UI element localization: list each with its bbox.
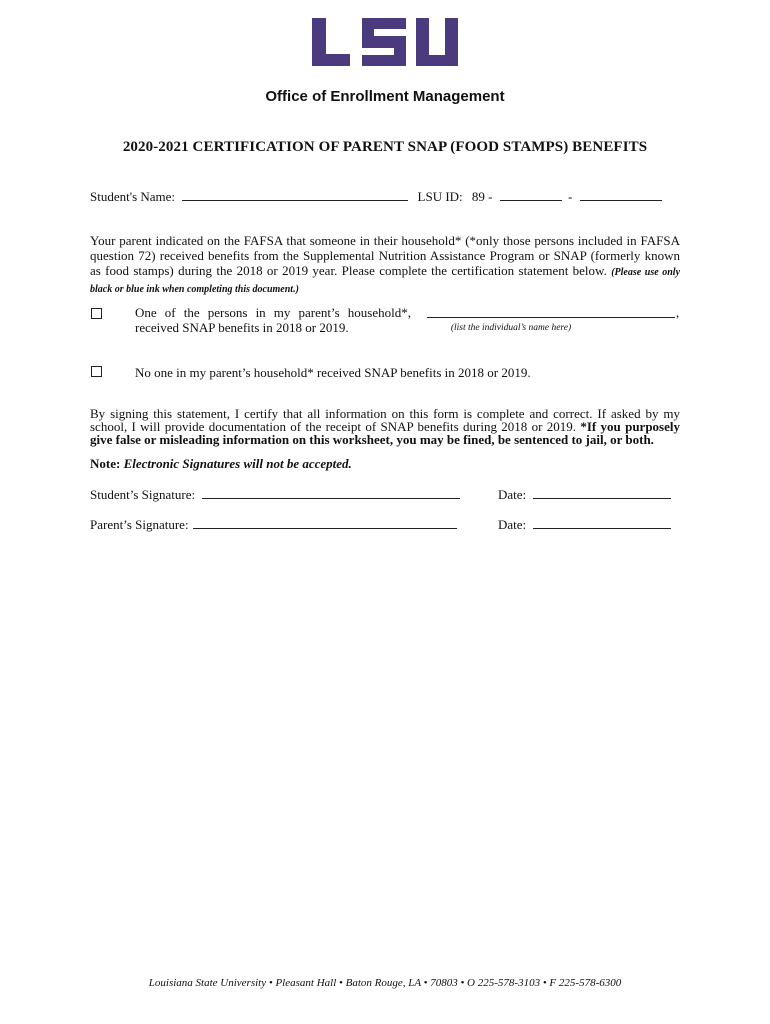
- intro-text: Your parent indicated on the FAFSA that someone in their household* (*only those persons included in FAFSA question 72) received benefits from the Supplemental Nutrition Assistance Program or SNAP (formerly known as food stamps) during the 2018 or 2019 year. Please complete the certification statement below.: [90, 233, 680, 278]
- note-label: Note:: [90, 456, 121, 471]
- option-one-line2: received SNAP benefits in 2018 or 2019.: [135, 320, 349, 335]
- student-signature-row: [90, 486, 460, 503]
- lsu-id-dash: -: [568, 189, 573, 204]
- lsu-id-field-part1[interactable]: [500, 188, 562, 201]
- name-field-hint: (list the individual’s name here): [450, 323, 572, 333]
- lsu-id-label: LSU ID:: [417, 189, 463, 204]
- parent-signature-label: Parent’s Signature:: [90, 517, 189, 532]
- option-one-comma: ,: [676, 305, 680, 320]
- student-signature-label: Student’s Signature:: [90, 487, 196, 502]
- student-date-field[interactable]: [533, 486, 671, 499]
- lsu-logo-mark: [312, 18, 458, 66]
- note-text: Electronic Signatures will not be accepted.: [123, 456, 352, 471]
- parent-date-row: [498, 516, 671, 533]
- office-name: Office of Enrollment Management: [265, 88, 505, 105]
- footer-address: Louisiana State University • Pleasant Hall • Baton Rouge, LA • 70803 • O 225-578-3103 • F 225-578-6300: [148, 977, 622, 989]
- document-title: 2020-2021 CERTIFICATION OF PARENT SNAP (FOOD STAMPS) BENEFITS: [122, 139, 648, 155]
- certification-paragraph: [90, 407, 680, 446]
- parent-date-label: Date:: [498, 517, 527, 532]
- household-member-name-field[interactable]: [427, 305, 675, 318]
- option-none-checkbox[interactable]: [91, 366, 102, 377]
- intro-paragraph: [90, 233, 680, 297]
- certification-text: By signing this statement, I certify that all information on this form is complete and correct. If asked by my school, I will provide documentation of the receipt of SNAP benefits during 2018 or 2019.: [90, 406, 680, 434]
- student-signature-field[interactable]: [202, 486, 460, 499]
- student-info-row: [90, 188, 662, 205]
- student-date-label: Date:: [498, 487, 527, 502]
- student-name-field[interactable]: [182, 188, 408, 201]
- parent-signature-field[interactable]: [193, 516, 457, 529]
- option-none-text: No one in my parent’s household* received SNAP benefits in 2018 or 2019.: [135, 365, 531, 380]
- option-one-checkbox[interactable]: [91, 308, 102, 319]
- lsu-id-field-part2[interactable]: [580, 188, 662, 201]
- lsu-logo: [0, 18, 770, 74]
- certification-warning: *If you purposely give false or misleading information on this worksheet, you may be fined, be sentenced to jail, or both.: [90, 419, 681, 447]
- lsu-id-prefix: 89 -: [471, 189, 493, 204]
- student-name-label: Student's Name:: [90, 189, 176, 204]
- student-date-row: [498, 486, 671, 503]
- parent-signature-row: [90, 516, 457, 533]
- parent-date-field[interactable]: [533, 516, 671, 529]
- option-one-line1: One of the persons in my parent’s household*,: [135, 305, 411, 320]
- ink-note: (Please use only black or blue ink when completing this document.): [90, 267, 681, 295]
- electronic-signature-note: [90, 456, 352, 472]
